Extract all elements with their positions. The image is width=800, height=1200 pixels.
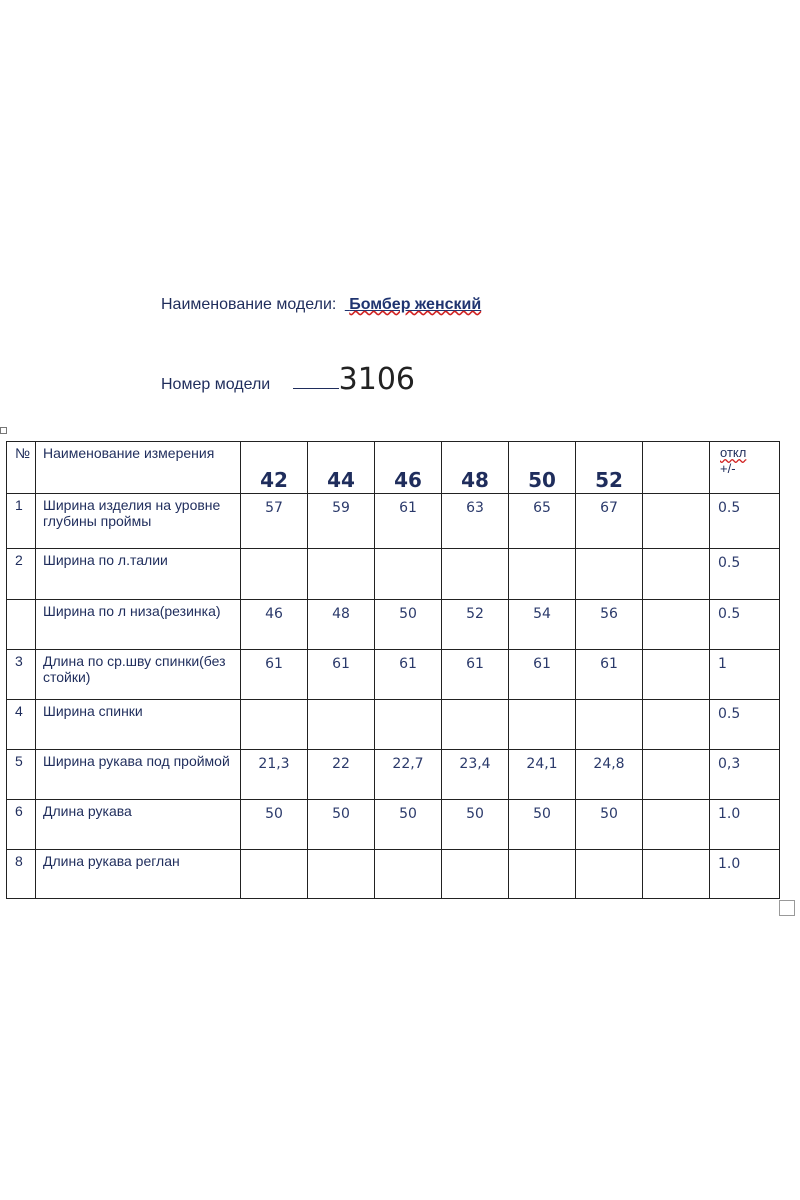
- tolerance-header-line1: откл: [720, 445, 747, 460]
- measurement-name: Длина рукава реглан: [36, 850, 241, 899]
- measurement-value: [442, 549, 509, 600]
- tolerance-value: 0.5: [710, 600, 780, 650]
- measurement-value: [643, 700, 710, 750]
- measurement-name: Длина по ср.шву спинки(без стойки): [36, 650, 241, 700]
- size-header: 42: [241, 442, 308, 494]
- measurement-value: 65: [509, 494, 576, 549]
- measurement-value: 48: [308, 600, 375, 650]
- measurement-value: 61: [375, 494, 442, 549]
- size-header: [643, 442, 710, 494]
- tolerance-value: 0.5: [710, 494, 780, 549]
- measurement-value: 24,8: [576, 750, 643, 800]
- table-row: [7, 494, 780, 549]
- measurement-value: 61: [442, 650, 509, 700]
- table-row: [7, 750, 780, 800]
- measurement-value: 59: [308, 494, 375, 549]
- size-header: 48: [442, 442, 509, 494]
- measurement-value: [442, 850, 509, 899]
- row-number: [7, 600, 36, 650]
- measurement-value: [375, 549, 442, 600]
- tolerance-value: 0,3: [710, 750, 780, 800]
- measurement-value: 50: [241, 800, 308, 850]
- tolerance-value: 1.0: [710, 800, 780, 850]
- measurement-value: [576, 549, 643, 600]
- table-move-handle[interactable]: [0, 427, 7, 434]
- row-number: 3: [7, 650, 36, 700]
- table-row: [7, 800, 780, 850]
- row-number: 5: [7, 750, 36, 800]
- table-resize-handle[interactable]: [779, 900, 795, 916]
- measurement-value: 50: [308, 800, 375, 850]
- model-number-label: Номер модели: [161, 376, 271, 393]
- measurement-value: [643, 650, 710, 700]
- measurement-value: [576, 850, 643, 899]
- measurement-table: [6, 441, 780, 899]
- measurement-value: 67: [576, 494, 643, 549]
- row-number: 4: [7, 700, 36, 750]
- measurement-value: 50: [375, 600, 442, 650]
- measurement-value: 23,4: [442, 750, 509, 800]
- tolerance-value: 0.5: [710, 549, 780, 600]
- measurement-value: [375, 850, 442, 899]
- measurement-value: [241, 850, 308, 899]
- measurement-name: Длина рукава: [36, 800, 241, 850]
- measurement-value: 22,7: [375, 750, 442, 800]
- measurement-value: [241, 700, 308, 750]
- measurement-value: 50: [509, 800, 576, 850]
- tolerance-header-line2: +/-: [720, 461, 736, 476]
- row-number: 2: [7, 549, 36, 600]
- measurement-value: [308, 549, 375, 600]
- measurement-value: 61: [241, 650, 308, 700]
- measurement-value: 54: [509, 600, 576, 650]
- model-number-line: [161, 362, 415, 397]
- model-name-value: Бомбер женский: [349, 296, 482, 313]
- measurement-name: Ширина рукава под проймой: [36, 750, 241, 800]
- measurement-value: 56: [576, 600, 643, 650]
- size-header: 44: [308, 442, 375, 494]
- size-header: 50: [509, 442, 576, 494]
- measurement-value: 61: [308, 650, 375, 700]
- measurement-name: Ширина изделия на уровне глубины проймы: [36, 494, 241, 549]
- table-row: [7, 700, 780, 750]
- model-number-underline: [293, 388, 339, 389]
- model-name-line: [161, 296, 481, 314]
- measurement-value: 57: [241, 494, 308, 549]
- model-number-value: 3106: [338, 362, 416, 397]
- row-number: 8: [7, 850, 36, 899]
- measurement-value: 22: [308, 750, 375, 800]
- table-row: [7, 600, 780, 650]
- measurement-value: [576, 700, 643, 750]
- measurement-value: [643, 850, 710, 899]
- tolerance-header: [710, 442, 780, 494]
- header-no: №: [7, 442, 36, 494]
- measurement-value: 50: [576, 800, 643, 850]
- measurement-value: [375, 700, 442, 750]
- measurement-value: 21,3: [241, 750, 308, 800]
- measurement-value: [509, 850, 576, 899]
- tolerance-value: 0.5: [710, 700, 780, 750]
- measurement-value: [643, 750, 710, 800]
- table-header-row: [7, 442, 780, 494]
- table-row: [7, 549, 780, 600]
- measurement-value: 46: [241, 600, 308, 650]
- measurement-value: 24,1: [509, 750, 576, 800]
- measurement-value: [643, 494, 710, 549]
- measurement-value: [643, 600, 710, 650]
- table-row: [7, 850, 780, 899]
- measurement-value: [241, 549, 308, 600]
- size-header: 52: [576, 442, 643, 494]
- header-name: Наименование измерения: [36, 442, 241, 494]
- measurement-value: 50: [442, 800, 509, 850]
- measurement-value: 61: [509, 650, 576, 700]
- measurement-value: [308, 850, 375, 899]
- row-number: 1: [7, 494, 36, 549]
- row-number: 6: [7, 800, 36, 850]
- measurement-value: [308, 700, 375, 750]
- measurement-value: 50: [375, 800, 442, 850]
- measurement-value: [509, 700, 576, 750]
- measurement-value: [509, 549, 576, 600]
- measurement-value: 52: [442, 600, 509, 650]
- table-row: [7, 650, 780, 700]
- measurement-name: Ширина по л низа(резинка): [36, 600, 241, 650]
- measurement-value: [643, 800, 710, 850]
- measurement-value: [442, 700, 509, 750]
- measurement-value: 61: [375, 650, 442, 700]
- size-header: 46: [375, 442, 442, 494]
- tolerance-value: 1.0: [710, 850, 780, 899]
- measurement-name: Ширина по л.талии: [36, 549, 241, 600]
- model-name-label: Наименование модели:: [161, 296, 337, 313]
- measurement-value: 61: [576, 650, 643, 700]
- measurement-name: Ширина спинки: [36, 700, 241, 750]
- tolerance-value: 1: [710, 650, 780, 700]
- measurement-value: [643, 549, 710, 600]
- measurement-value: 63: [442, 494, 509, 549]
